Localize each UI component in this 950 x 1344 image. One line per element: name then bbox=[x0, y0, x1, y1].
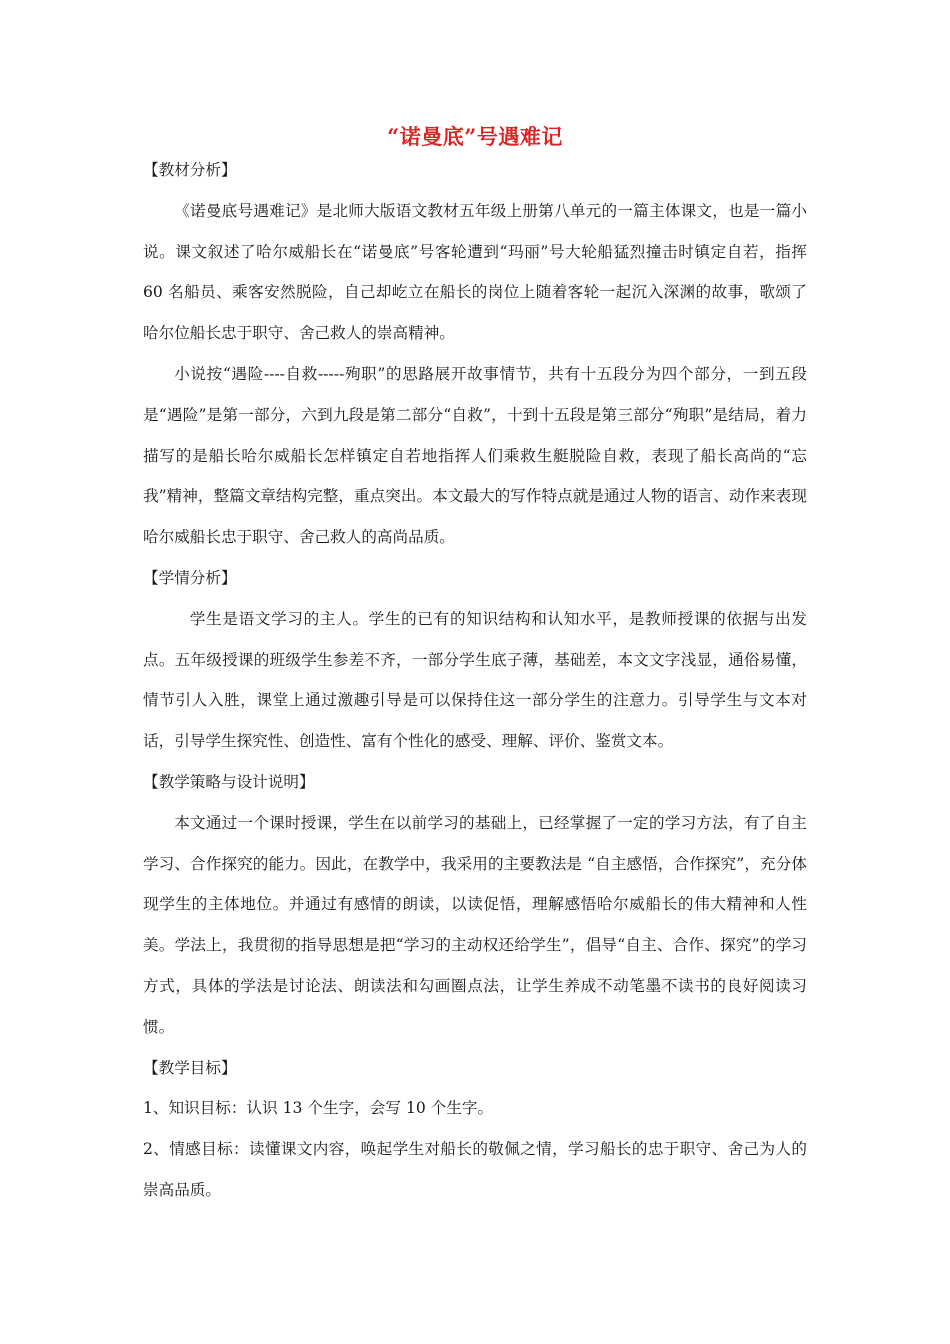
section-heading: 【教材分析】 bbox=[143, 161, 237, 179]
section-teaching-strategy bbox=[143, 762, 807, 1048]
paragraph: 本文通过一个课时授课，学生在以前学习的基础上，已经掌握了一定的学习方法，有了自主学习、合作探究的能力。因此，在教学中，我采用的主要教法是 “自主感悟，合作探究”，充分体现学生的主体地位。并通过有感情的朗读，以读促悟，理解感悟哈尔威船长的伟大精神和人性美。学法上，我贯彻的指导思想是把“学习的主动权还给学生”，倡导“自主、合作、探究”的学习方式，具体的学法是讨论法、朗读法和勾画圈点法，让学生养成不动笔墨不读书的良好阅读习惯。 bbox=[143, 813, 807, 1036]
document-body bbox=[143, 150, 807, 1211]
section-heading: 【学情分析】 bbox=[143, 568, 237, 587]
section-textbook-analysis bbox=[143, 150, 807, 558]
section-student-analysis bbox=[143, 558, 807, 762]
goal-item: 1、知识目标：认识 13 个生字，会写 10 个生字。 bbox=[143, 1099, 494, 1118]
paragraph: 《诺曼底号遇难记》是北师大版语文教材五年级上册第八单元的一篇主体课文，也是一篇小说。课文叙述了哈尔威船长在“诺曼底”号客轮遭到“玛丽”号大轮船猛烈撞击时镇定自若，指挥 60 名船员、乘客安然脱险，自己却屹立在船长的岗位上随着客轮一起沉入深渊的故事，歌颂了哈尔位船长忠于职守、舍己救人的崇高精神。 bbox=[143, 201, 807, 343]
paragraph: 小说按“遇险----自救-----殉职”的思路展开故事情节，共有十五段分为四个部分，一到五段是“遇险”是第一部分，六到九段是第二部分“自救”，十到十五段是第三部分“殉职”是结局，着力描写的是船长哈尔威船长怎样镇定自若地指挥人们乘救生艇脱险自救，表现了船长高尚的“忘我”精神，整篇文章结构完整，重点突出。本文最大的写作特点就是通过人物的语言、动作来表现哈尔威船长忠于职守、舍己救人的高尚品质。 bbox=[143, 364, 807, 547]
section-teaching-goals bbox=[143, 1048, 807, 1211]
goal-item: 2、情感目标：读懂课文内容，唤起学生对船长的敬佩之情，学习船长的忠于职守、舍己为人的崇高品质。 bbox=[143, 1140, 807, 1199]
paragraph: 学生是语文学习的主人。学生的已有的知识结构和认知水平，是教师授课的依据与出发点。五年级授课的班级学生参差不齐，一部分学生底子薄，基础差，本文文字浅显，通俗易懂，情节引人入胜，课堂上通过激趣引导是可以保持住这一部分学生的注意力。引导学生与文本对话，引导学生探究性、创造性、富有个性化的感受、理解、评价、鉴赏文本。 bbox=[143, 609, 807, 751]
section-heading: 【教学策略与设计说明】 bbox=[143, 772, 315, 791]
document-title: “诺曼底”号遇难记 bbox=[387, 124, 563, 149]
section-heading: 【教学目标】 bbox=[143, 1058, 237, 1077]
